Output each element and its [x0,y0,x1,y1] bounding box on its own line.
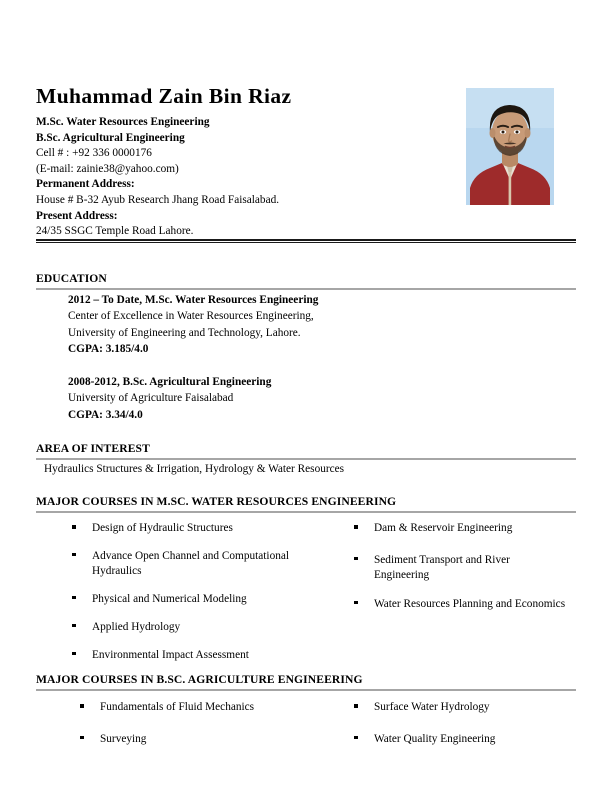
education-msc-title: 2012 – To Date, M.Sc. Water Resources Engineering [68,294,319,306]
present-address-label: Present Address: [36,209,118,222]
list-item-label: Applied Hydrology [92,620,181,633]
list-item [352,597,567,612]
bsc-courses-left-column [78,700,348,760]
square-bullet-icon [72,596,76,600]
header-degree-msc: M.Sc. Water Resources Engineering [36,116,210,129]
list-item [352,521,567,536]
msc-courses-left-column [70,521,340,675]
education-msc-university: University of Engineering and Technology, Lahore. [68,326,301,339]
list-item [70,549,340,579]
list-item [352,700,567,715]
section-heading-education: EDUCATION [36,272,107,285]
square-bullet-icon [354,525,358,529]
section-heading-area-of-interest: AREA OF INTEREST [36,442,150,455]
square-bullet-icon [72,525,76,529]
list-item-label: Fundamentals of Fluid Mechanics [100,701,255,713]
header-block [36,84,456,240]
list-item [352,732,567,747]
square-bullet-icon [72,624,76,628]
bsc-courses-list [36,700,576,770]
header-degree-bsc: B.Sc. Agricultural Engineering [36,131,185,144]
list-item [70,620,340,635]
list-item [70,521,340,536]
education-bsc-title: 2008-2012, B.Sc. Agricultural Engineering [68,376,272,388]
square-bullet-icon [354,601,358,605]
area-of-interest-text: Hydraulics Structures & Irrigation, Hydrology & Water Resources [44,463,345,475]
square-bullet-icon [354,704,358,708]
list-item [70,648,340,663]
education-msc-institute: Center of Excellence in Water Resources Engineering, [68,310,314,323]
permanent-address-label: Permanent Address: [36,178,135,191]
msc-courses-right-column [352,521,567,625]
portrait-photo-image [466,88,554,205]
list-item-label: Dam & Reservoir Engineering [374,522,513,534]
section-heading-msc-courses: MAJOR COURSES IN M.SC. WATER RESOURCES ENGINEERING [36,495,397,508]
education-msc-cgpa: CGPA: 3.185/4.0 [68,342,149,355]
square-bullet-icon [354,557,358,561]
list-item [78,732,348,747]
square-bullet-icon [80,704,84,708]
list-item-label: Advance Open Channel and Computational Hydraulics [92,549,290,577]
list-item-label: Environmental Impact Assessment [92,648,249,661]
list-item [78,700,348,715]
section-heading-bsc-courses: MAJOR COURSES IN B.SC. AGRICULTURE ENGINEERING [36,673,363,686]
header-email: (E-mail: zainie38@yahoo.com) [36,162,179,175]
square-bullet-icon [80,736,84,740]
list-item [70,592,340,607]
avatar [466,88,554,205]
bsc-courses-divider [36,689,576,691]
msc-courses-divider [36,511,576,513]
area-of-interest-divider [36,458,576,460]
list-item-label: Water Quality Engineering [374,732,496,745]
present-address-value: 24/35 SSGC Temple Road Lahore. [36,225,194,238]
list-item-label: Physical and Numerical Modeling [92,592,247,605]
education-divider [36,288,576,290]
list-item [352,553,567,583]
education-entry-msc [68,292,498,357]
list-item-label: Water Resources Planning and Economics [374,597,566,610]
permanent-address-value: House # B-32 Ayub Research Jhang Road Faisalabad. [36,193,280,206]
square-bullet-icon [72,652,76,656]
header-phone: Cell # : +92 336 0000176 [36,147,152,160]
list-item-label: Surveying [100,732,147,745]
page-title: Muhammad Zain Bin Riaz [36,84,292,108]
bsc-courses-right-column [352,700,567,760]
education-bsc-cgpa: CGPA: 3.34/4.0 [68,408,143,421]
list-item-label: Design of Hydraulic Structures [92,522,233,534]
list-item-label: Sediment Transport and River Engineering [374,553,510,581]
msc-courses-list [36,521,576,671]
header-divider [36,239,576,243]
square-bullet-icon [354,736,358,740]
education-entry-bsc [68,374,498,423]
education-bsc-university: University of Agriculture Faisalabad [68,392,234,405]
list-item-label: Surface Water Hydrology [374,701,490,713]
square-bullet-icon [72,553,76,557]
